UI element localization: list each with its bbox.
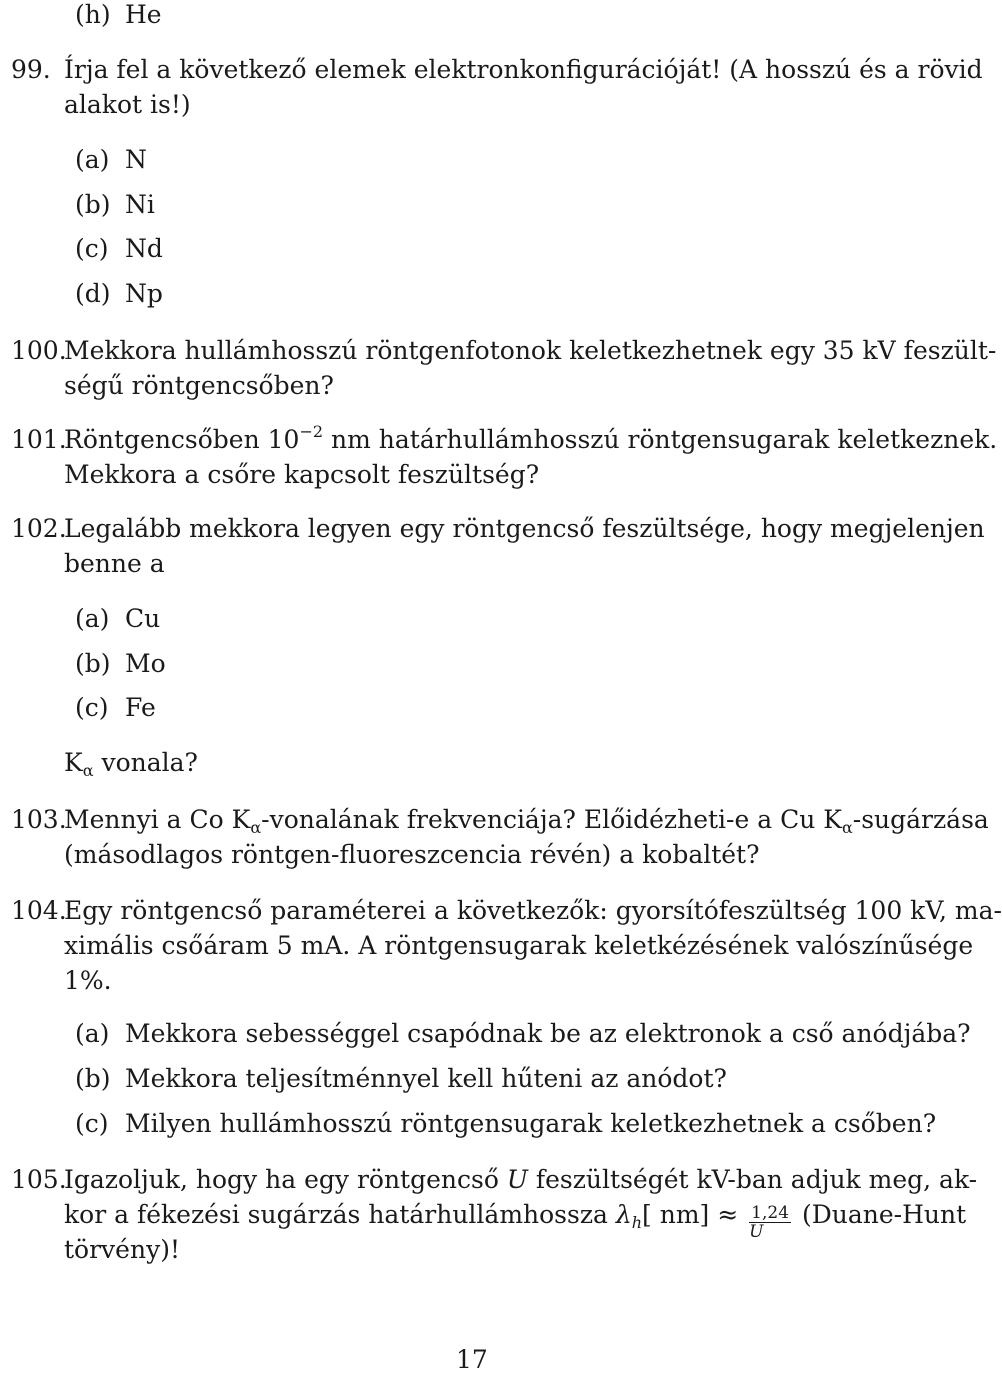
closing-text [64,745,198,780]
list-item: Fe [125,693,156,722]
list-label: (a) [75,145,110,174]
problem-text: Mekkora a csőre kapcsolt feszültség? [64,460,540,489]
list-item: Nd [125,234,163,263]
problem-text: Mekkora hullámhosszú röntgenfotonok keletkezhetnek egy 35 kV feszült- [64,336,997,365]
alpha-subscript: α [82,761,94,780]
list-item: Ni [125,190,155,219]
list-label: (b) [75,649,111,678]
list-item: Cu [125,604,161,633]
problem-text: Egy röntgencső paraméterei a következők: gyorsítófeszültség 100 kV, ma- [64,896,1002,925]
problem-number: 102. [11,514,67,543]
list-label: (d) [75,279,111,308]
fraction-denominator: U [749,1222,764,1242]
fraction-numerator: 1,24 [751,1203,790,1223]
problem-text: ximális csőáram 5 mA. A röntgensugarak keletkézésének valószínűsége [64,931,974,960]
list-label: (b) [75,1064,111,1093]
problem-text: (másodlagos röntgen-fluoreszcencia révén) a kobaltét? [64,840,760,869]
k-symbol: K [64,748,83,777]
list-item: Mekkora teljesítménnyel kell hűteni az anódot? [125,1064,727,1093]
text-segment: feszültségét kV-ban adjuk meg, ak- [535,1165,978,1194]
list-label: (a) [75,1019,110,1048]
problem-number: 100. [11,336,67,365]
problem-text: 1%. [64,966,112,995]
list-label: (h) [75,0,111,29]
text-segment: -sugárzása [852,805,989,834]
alpha-subscript: α [250,818,262,837]
text-segment: Mennyi a Co K [64,805,251,834]
list-label: (c) [75,1109,109,1138]
unit: [ nm] [642,1200,710,1229]
list-label: (b) [75,190,111,219]
problem-text [64,422,997,457]
text-segment: -vonalának frekvenciája? Előidézheti-e a Cu K [261,805,842,834]
list-item: N [125,145,147,174]
problem-text [64,1162,978,1197]
exponent: −2 [299,422,324,441]
text-segment: nm határhullámhosszú röntgensugarak keletkeznek. [331,425,998,454]
list-label: (a) [75,604,110,633]
problem-number: 101. [11,425,67,454]
list-item: Mekkora sebességgel csapódnak be az elektronok a cső anódjába? [125,1019,971,1048]
text-segment: Röntgencsőben 10 [64,425,300,454]
problem-text [64,1197,967,1242]
problem-text: ségű röntgencsőben? [64,371,334,400]
list-item: He [125,0,162,29]
lambda-subscript: h [631,1213,643,1232]
problem-number: 105. [11,1165,67,1194]
text-segment: kor a fékezési sugárzás határhullámhossza [64,1200,608,1229]
list-item: Np [125,279,163,308]
problem-text: benne a [64,549,165,578]
text-segment: vonala? [101,748,198,777]
alpha-subscript: α [841,818,853,837]
problem-number: 103. [11,805,67,834]
variable-u: U [506,1165,528,1194]
problem-text: Legalább mekkora legyen egy röntgencső feszültsége, hogy megjelenjen [64,514,985,543]
list-label: (c) [75,234,109,263]
problem-number: 99. [11,55,51,84]
list-item: Mo [125,649,166,678]
lambda-symbol: λ [615,1200,632,1229]
problem-text [64,802,989,837]
problem-text: törvény)! [64,1235,180,1264]
page-number: 17 [456,1345,488,1374]
fraction [749,1204,791,1241]
text-segment: Igazoljuk, hogy ha egy röntgencső [64,1165,499,1194]
formula [615,1200,794,1242]
problem-text: Írja fel a következő elemek elektronkonfigurációját! (A hosszú és a rövid [64,55,983,84]
text-segment: (Duane-Hunt [801,1200,967,1229]
problem-text: alakot is!) [64,90,191,119]
problem-number: 104. [11,896,67,925]
list-label: (c) [75,693,109,722]
approx-symbol: ≈ [717,1200,739,1229]
list-item: Milyen hullámhosszú röntgensugarak keletkezhetnek a csőben? [125,1109,937,1138]
